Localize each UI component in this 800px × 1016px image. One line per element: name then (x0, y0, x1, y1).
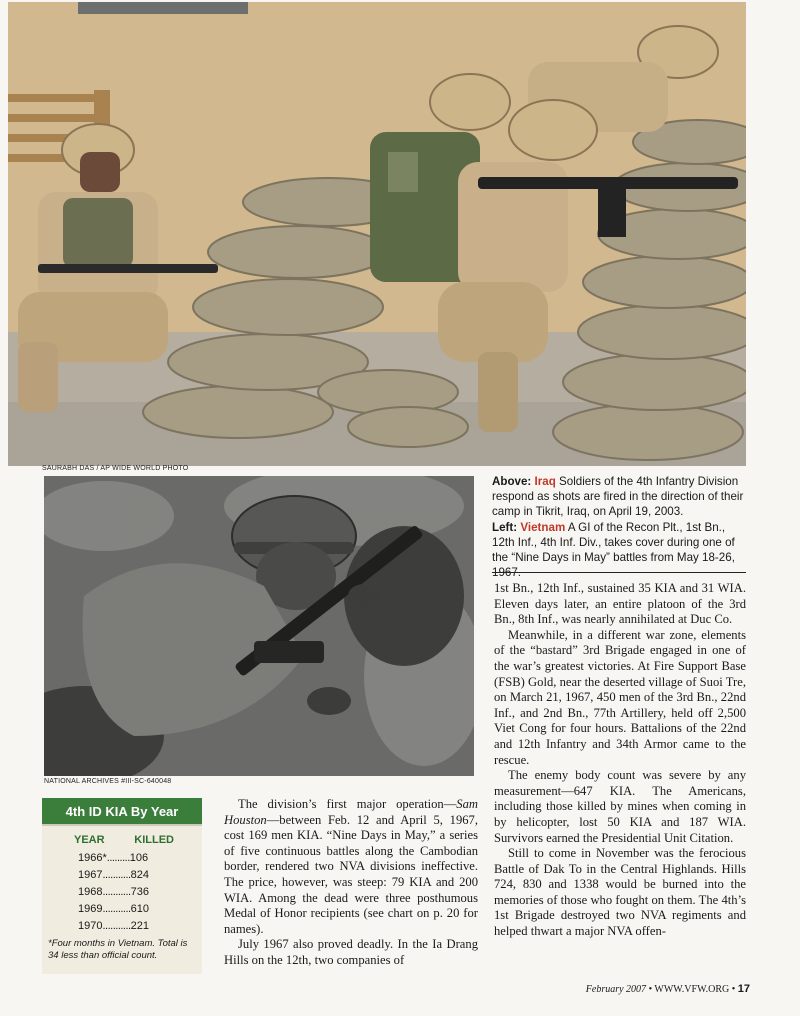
caption-above-lead: Above: (492, 475, 532, 488)
footer-issue: February 2007 (585, 984, 647, 995)
kia-row (42, 884, 202, 901)
kia-killed: 106 (129, 852, 149, 864)
iraq-photo-illustration (8, 2, 746, 466)
kia-dots: ........... (102, 920, 131, 932)
kia-year: 1966* (78, 852, 107, 864)
iraq-photo-credit: SAURABH DAS / AP WIDE WORLD PHOTO (42, 465, 189, 472)
kia-dots: ........... (102, 903, 131, 915)
photo-vietnam-gi (44, 476, 474, 776)
article-paragraph (224, 797, 478, 937)
article-paragraph: The enemy body count was severe by any measurement—647 KIA. The Americans, including those killed by mines when coming in by helicopter, lost 50 KIA and 187 WIA. Survivors earned the Presidential Unit Citation. (494, 768, 746, 845)
vietnam-photo-credit: NATIONAL ARCHIVES #III-SC-640048 (44, 778, 172, 785)
kia-dots: ........... (102, 886, 131, 898)
caption-left (492, 520, 750, 580)
kia-col-year: YEAR (74, 834, 105, 846)
vietnam-photo-illustration (44, 476, 474, 776)
photo-caption (492, 474, 750, 581)
kia-row (42, 918, 202, 935)
kia-year: 1967 (78, 869, 103, 881)
caption-divider (492, 572, 746, 573)
kia-killed: 610 (130, 903, 149, 915)
article-text: The division’s first major operation— (238, 797, 457, 811)
footer-separator: • (648, 984, 653, 995)
caption-left-place: Vietnam (520, 521, 566, 534)
kia-column-headers (42, 826, 202, 850)
article-text: —between Feb. 12 and April 5, 1967, cost 169 men KIA. “Nine Days in May,” a series of five continuous battles along the Cambodian border, rendered two NVA divisions ineffective. The price, however, was steep: 79 KIA and 200 WIA. Among the dead were three posthumous Medal of Honor recipients (see chart on p. 20 for names). (224, 812, 478, 936)
operation-name: Sam Houston (224, 797, 478, 827)
article-paragraph: Meanwhile, in a different war zone, elements of the “bastard” 3rd Brigade engaged in one of the war’s greatest victories. At Fire Support Base (FSB) Gold, near the deserted village of Suoi Tre, on March 21, 1967, 450 men of the 3rd Bn., 22nd Inf., and 2nd Bn., 77th Artillery, held off 2,500 Viet Cong for four hours. Battalions of the 22nd and 12th Infantry and 34th Armor came to the rescue. (494, 627, 746, 767)
article-paragraph: 1st Bn., 12th Inf., sustained 35 KIA and 31 WIA. Eleven days later, an entire platoon of the 3rd Bn., 8th Inf., was nearly annihilated at Duc Co. (494, 581, 746, 627)
kia-by-year-box (42, 798, 202, 974)
kia-dots: ........... (102, 869, 131, 881)
kia-row (42, 901, 202, 918)
page-footer (560, 983, 750, 995)
kia-col-killed: KILLED (134, 834, 174, 846)
caption-left-lead: Left: (492, 521, 518, 534)
kia-killed: 736 (130, 886, 149, 898)
caption-left-text: A GI of the Recon Plt., 1st Bn., 12th Inf., 4th Inf. Div., takes cover during one of the “Nine Days in May” battles from May 18-26, 1967. (492, 521, 735, 579)
kia-dots: ......... (106, 852, 130, 864)
kia-year: 1970 (78, 920, 103, 932)
caption-above-text: Soldiers of the 4th Infantry Division respond as shots are fired in the direction of their camp in Tikrit, Iraq, on April 19, 2003. (492, 475, 744, 518)
page-number: 17 (737, 983, 750, 995)
kia-killed: 221 (130, 920, 149, 932)
photo-iraq-soldiers (8, 2, 746, 466)
kia-year: 1968 (78, 886, 103, 898)
caption-above-place: Iraq (534, 475, 556, 488)
kia-row (42, 867, 202, 884)
article-column-right (494, 581, 746, 940)
kia-row (42, 850, 202, 867)
kia-footnote: *Four months in Vietnam. Total is 34 less than official count. (48, 938, 188, 961)
kia-killed: 824 (130, 869, 149, 881)
caption-above (492, 474, 750, 519)
footer-separator: • (731, 984, 736, 995)
footer-website: WWW.VFW.ORG (654, 984, 730, 995)
kia-box-title: 4th ID KIA By Year (42, 798, 202, 826)
kia-year: 1969 (78, 903, 103, 915)
article-column-left (224, 797, 478, 969)
article-paragraph: Still to come in November was the ferocious Battle of Dak To in the Central Highlands. Hills 724, 830 and 1338 would be burned into the memories of those who fought on them. The 4th’s 1st Brigade destroyed two NVA regiments and helped thwart a major NVA offen- (494, 846, 746, 939)
article-paragraph: July 1967 also proved deadly. In the Ia Drang Hills on the 12th, two companies of (224, 937, 478, 967)
